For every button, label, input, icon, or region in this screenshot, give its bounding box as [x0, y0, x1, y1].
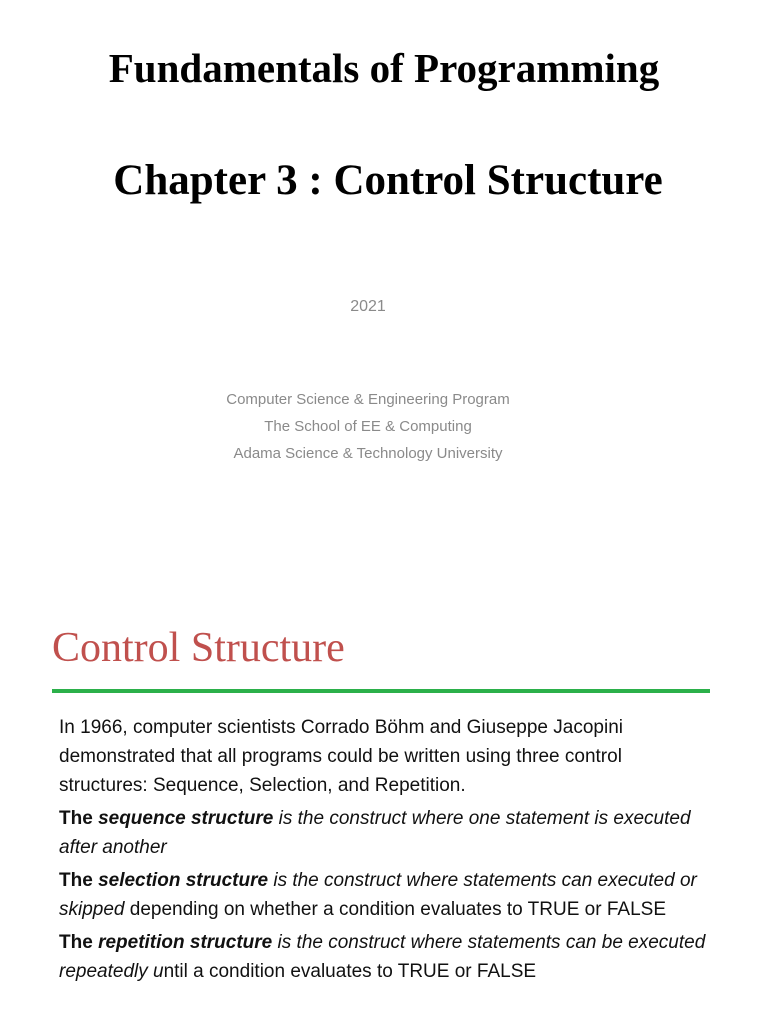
content-slide	[0, 596, 768, 1024]
slide-body	[59, 713, 709, 990]
affiliation-school: The School of EE & Computing	[264, 418, 472, 435]
affiliation-program: Computer Science & Engineering Program	[226, 391, 510, 408]
selection-paragraph	[59, 866, 709, 924]
repetition-definition-rest: ntil a condition evaluates to TRUE or FALSE	[163, 961, 537, 982]
sequence-paragraph	[59, 804, 709, 862]
selection-lead: The	[59, 870, 99, 891]
affiliation-block	[0, 386, 736, 467]
chapter-title: Chapter 3 : Control Structure	[113, 157, 663, 204]
repetition-lead: The	[59, 932, 99, 953]
deck-title: Fundamentals of Programming	[108, 45, 660, 91]
sequence-definition: is the construct where one statement is executed after another	[59, 808, 691, 858]
intro-paragraph: In 1966, computer scientists Corrado Böhm and Giuseppe Jacopini demonstrated that all programs could be written using three control structures: Sequence, Selection, and Repetition.	[59, 717, 623, 796]
affiliation-university: Adama Science & Technology University	[233, 445, 503, 462]
repetition-paragraph	[59, 928, 709, 986]
year-label: 2021	[350, 298, 386, 315]
selection-definition-rest: depending on whether a condition evaluates to TRUE or FALSE	[124, 899, 666, 920]
sequence-term: sequence structure	[98, 808, 274, 829]
title-divider	[52, 689, 710, 693]
sequence-lead: The	[59, 808, 99, 829]
selection-term: selection structure	[98, 870, 269, 891]
repetition-term: repetition structure	[98, 932, 273, 953]
selection-definition-italic: is the construct where statements can executed or skipped	[59, 870, 697, 920]
repetition-definition-italic: is the construct where statements can be executed repeatedly u	[59, 932, 706, 982]
section-title: Control Structure	[52, 625, 345, 671]
